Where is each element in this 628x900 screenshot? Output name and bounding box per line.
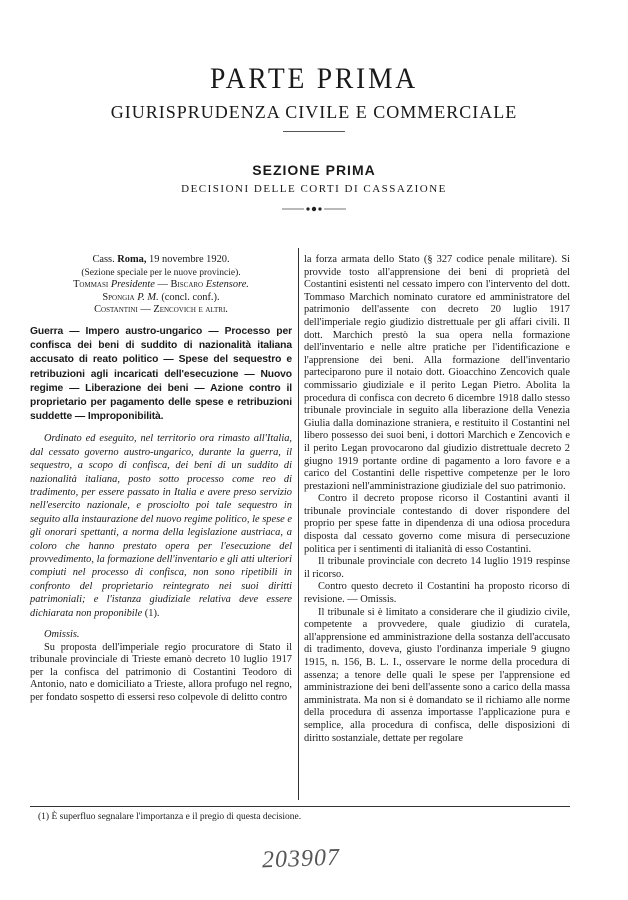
decision-date: 19 novembre 1920.	[149, 254, 230, 265]
column-divider	[298, 248, 299, 800]
pm-role: P. M.	[137, 291, 159, 303]
case-heading	[30, 254, 292, 267]
pm-conclusions: (concl. conf.).	[161, 291, 220, 303]
section-subtitle: DECISIONI DELLE CORTI DI CASSAZIONE	[181, 183, 447, 195]
president-name: Tommasi	[73, 279, 109, 291]
left-column	[30, 254, 292, 705]
judges-separator: —	[157, 279, 168, 291]
handwritten-inventory-number: 203907	[261, 844, 341, 874]
reporter-role: Estensore.	[205, 279, 249, 291]
court-prefix: Cass.	[92, 254, 115, 265]
section-note: (Sezione speciale per le nuove provincie).	[81, 267, 241, 278]
footnote-divider	[30, 806, 570, 807]
title-divider	[283, 131, 345, 132]
body-paragraph: Contro questo decreto il Costantini ha proposto ricorso di revisione. — Omissis.	[304, 581, 570, 606]
right-column	[304, 254, 570, 745]
body-paragraph: Il tribunale si è limitato a considerare che il giudizio civile, competente a provvedere, quale giudizio di curatela, all'apprensione ed amministrazione della sostanza dell'accusato di tradimento, doveva, giusto l'ordinanza imperiale 9 giugno 1915, n. 156, B. L. I., osservare le norme della procedura di assenza; a tenore delle quali le spese per l'apprensione ed amministrazione dei beni dell'assente sono a carico della massa amministrata. Ma non si è domandato se il richiamo alle norme della procedura di assenza importasse l'applicazione pura e semplice, alla procedura di confisca, delle disposizioni di diritto sostanziale, dettate per regolare	[304, 606, 570, 744]
president-role: Presidente	[110, 279, 155, 291]
ornament-divider	[282, 204, 346, 214]
pm-name: Spongia	[102, 291, 135, 303]
body-paragraph: Su proposta dell'imperiale regio procuratore di Stato il tribunale provinciale di Trieste emanò decreto 10 luglio 1917 per la confisca del patrimonio di Costantini Teodoro di Antonio, nato e domiciliato a Trieste, allora profugo nel regno, per fondato sospetto di essersi reso colpevole di delitto contro	[30, 641, 292, 704]
omissis-marker: Omissis.	[44, 629, 80, 641]
body-paragraph-continued: la forza armata dello Stato (§ 327 codice penale militare). Si provvide tosto all'apprensione dei beni di proprietà del Costantini esistenti nel cessato impero con l'intervento del dott. Tommaso Marchich nominato curatore ed amministratore del patrimonio dell'assente con decreto 20 luglio 1917 dell'imperiale regio giudizio distrettuale per gli affari civili. Il dott. Marchich prestò la sua opera nella formazione dell'inventario e nelle altre pratiche per l'identificazione e l'apprensione dei beni. Alla formazione dell'inventario parteciparono pure il notaio dott. Gioacchino Zencovich quale commissario giudiziale e il perito Legan Pietro. Abolita la procedura di confisca con decreto 6 dicembre 1918 dallo stesso tribunale provinciale in seguito alla liberazione della Venezia Giulia dalla dominazione straniera, e restituito il Costantini nel libero possesso dei suoi beni, i dottori Marchich e Zencovich e il perito Legan provocarono dal giudizio distrettuale decreto 2 giugno 1919 portante ordine di pagamento a loro favore e a carico del Costantini delle rispettive competenze per le loro prestazioni nell'amministrazione giudiziale del suo patrimonio.	[304, 254, 570, 492]
judges-line	[30, 279, 292, 292]
legal-holding	[30, 432, 292, 620]
body-paragraph: Il tribunale provinciale con decreto 14 luglio 1919 respinse il ricorso.	[304, 556, 570, 580]
body-paragraph: Contro il decreto propose ricorso il Costantini avanti il tribunale provinciale contestando di dover rispondere del proprio per spese fatte in dipendenza di una odiosa procedura disposta dal cessato governo come misura di persecuzione politica per i sentimenti di italianità di esso Costantini.	[304, 493, 570, 555]
pm-line	[30, 292, 292, 305]
parties-line: Costantini — Zencovich e altri.	[94, 304, 228, 316]
reporter-name: Biscaro	[170, 279, 204, 291]
holding-text: Ordinato ed eseguito, nel territorio ora rimasto all'Italia, dal cessato governo austro-ungarico, durante la guerra, il sequestro, a scopo di confisca, dei beni di un suddito di nazionalità italiana, posto sotto processo come reo di tradimento, per essere passato in Italia e avere preso servizio nell'esercito nazionale, e prosciolto poi tale sequestro in seguito alla instaurazione del nuovo regime politico, le spese e gli onorari spettanti, a norma della legislazione austriaca, a coloro che hanno prestato opera per l'esecuzione del provvedimento, la formazione dell'inventario e gli atti ulteriori compiuti nel processo di confisca, non sono ripetibili in confronto del proprietario reintegrato nei suoi diritti patrimoniali; e l'istanza giudiziale relativa deve essere dichiarata non proponibile	[30, 433, 292, 619]
footnote: (1) È superfluo segnalare l'importanza e il pregio di questa decisione.	[38, 812, 302, 822]
massima-summary: Guerra — Impero austro-ungarico — Processo per confisca dei beni di suddito di nazionalità italiana accusato di reato politico — Spese del sequestro e retribuzioni agli incaricati dell'esecuzione — Nuovo regime — Liberazione dei beni — Azione contro il proprietario per pagamento delle spese e retribuzioni suddette — Improponibilità.	[30, 325, 292, 423]
court-city: Roma,	[117, 254, 147, 265]
footnote-ref: (1).	[144, 607, 160, 619]
part-title: PARTE PRIMA	[210, 62, 418, 95]
part-subtitle: GIURISPRUDENZA CIVILE E COMMERCIALE	[110, 102, 518, 122]
section-title: SEZIONE PRIMA	[252, 162, 376, 178]
